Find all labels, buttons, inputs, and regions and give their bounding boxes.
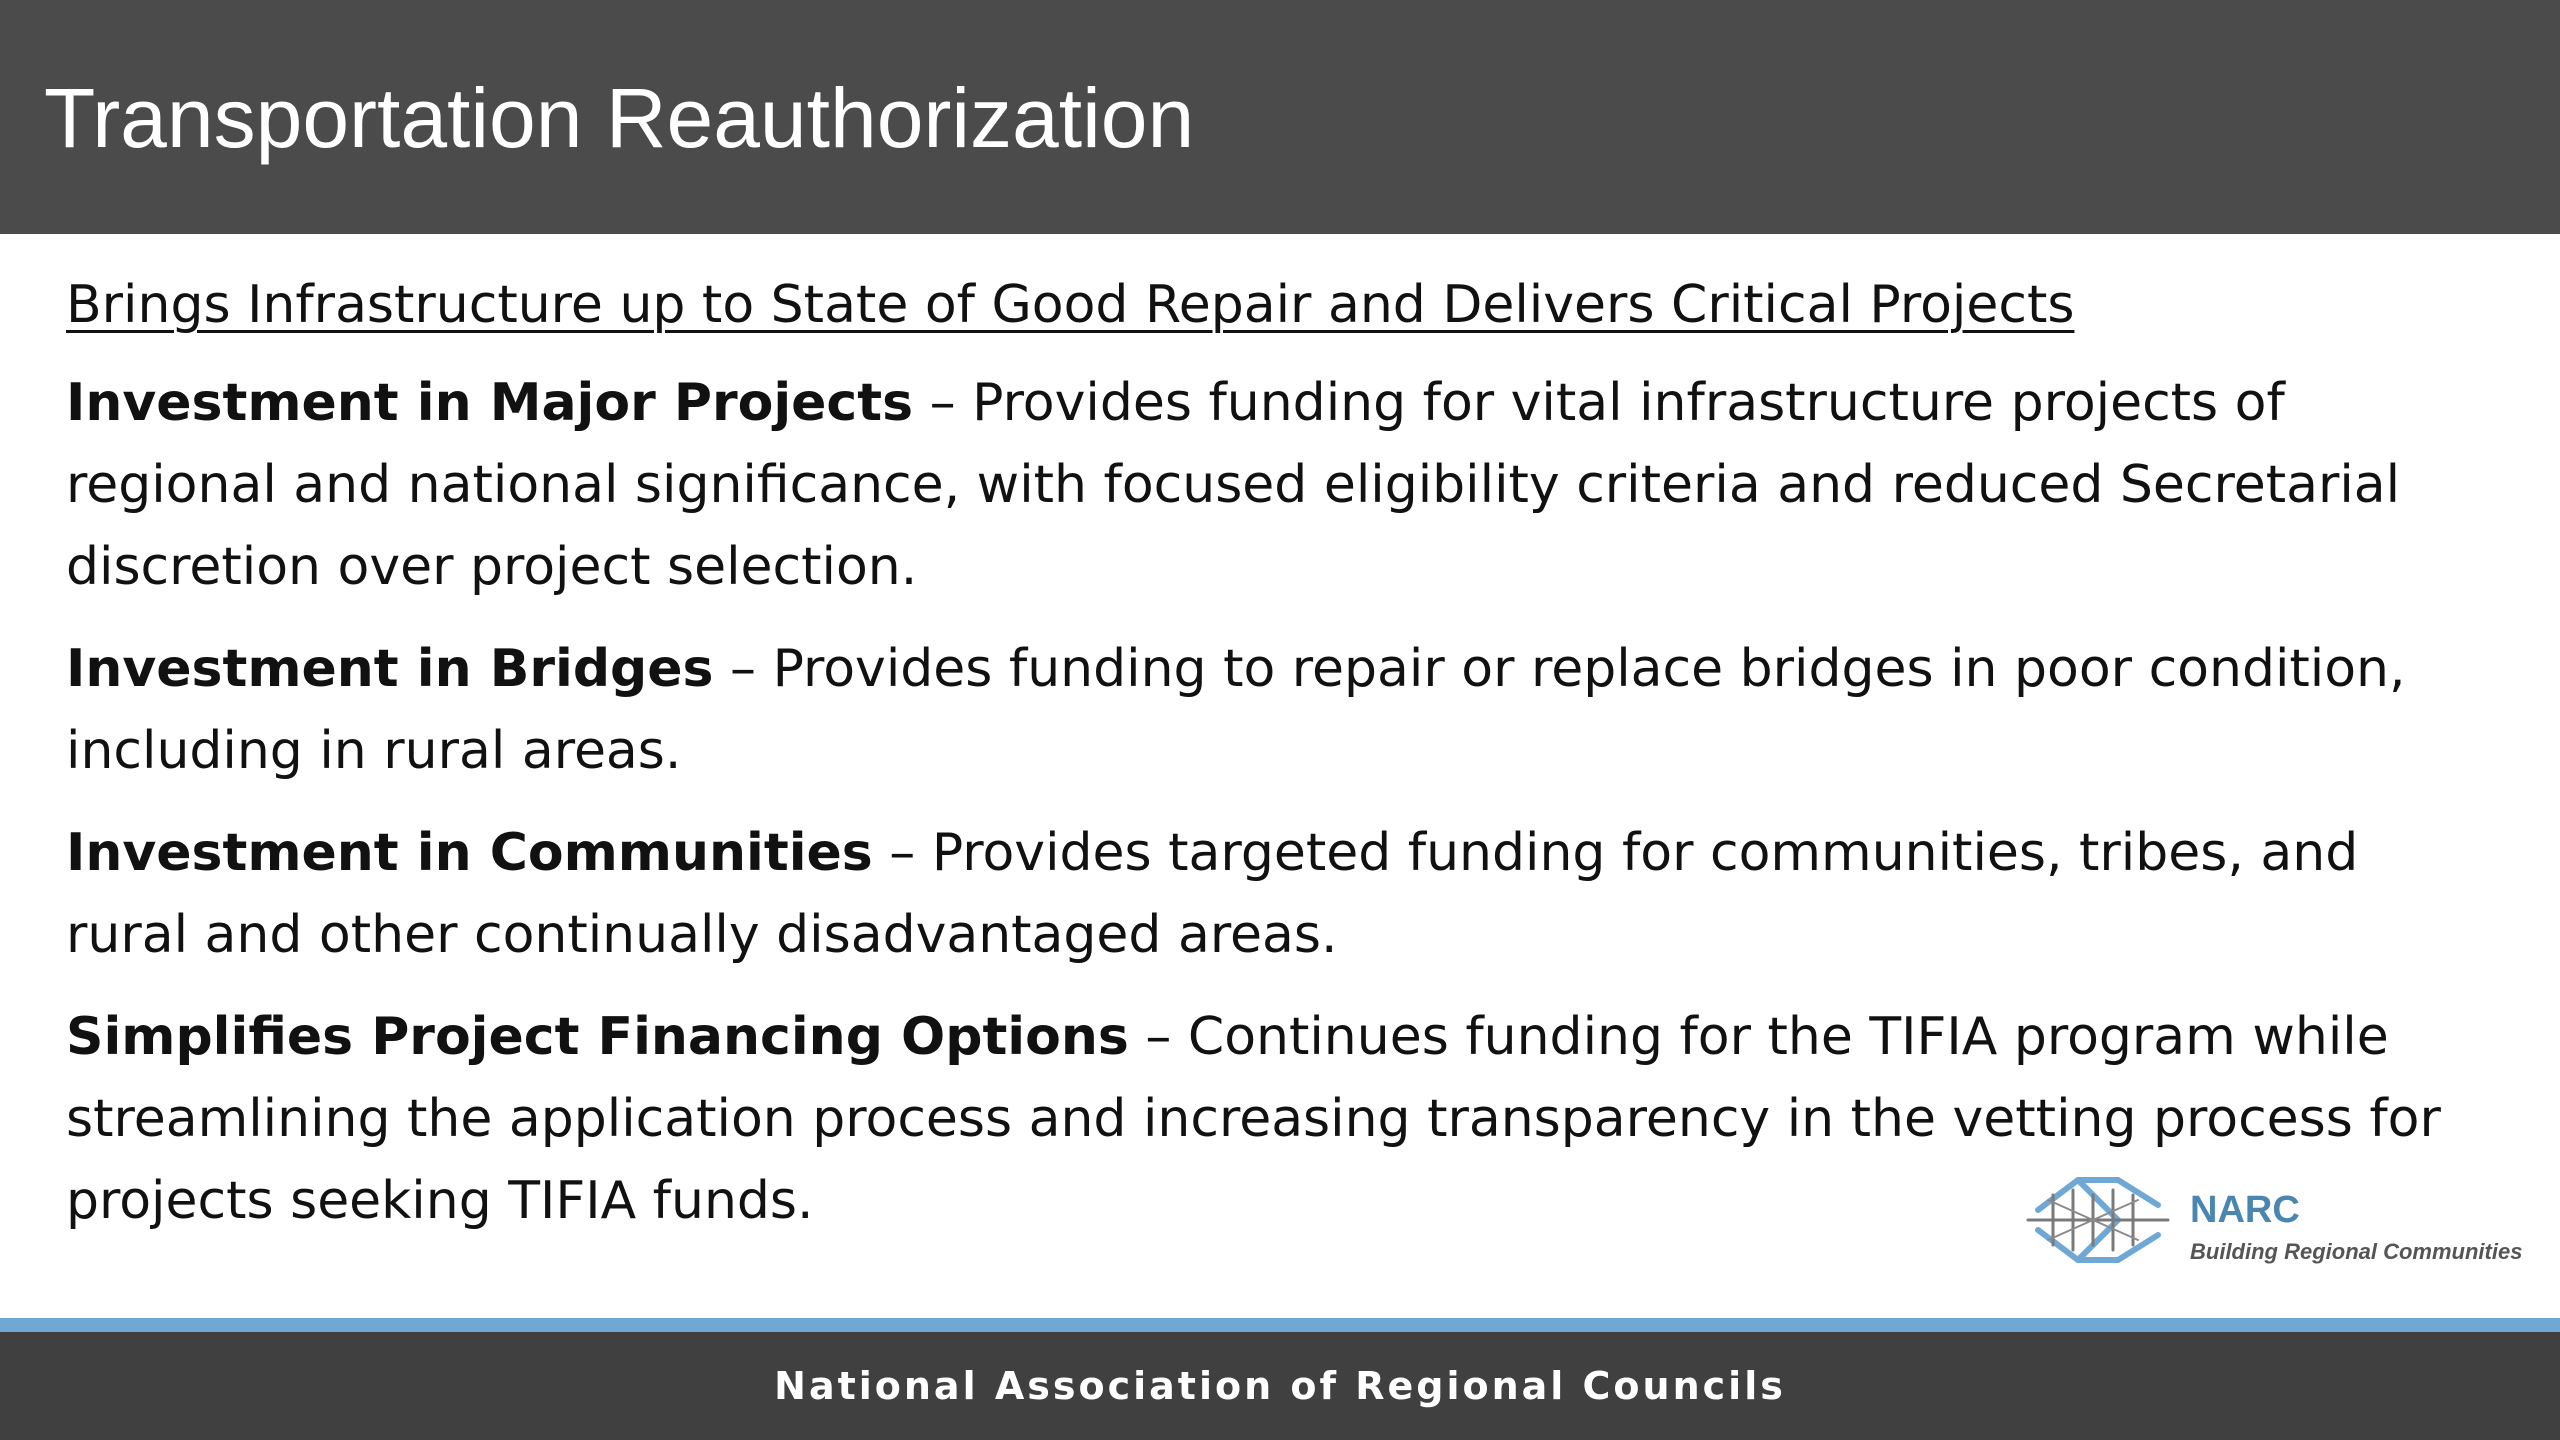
narc-logo [2018, 1160, 2528, 1280]
slide-title: Transportation Reauthorization [44, 71, 1195, 165]
header-bar [0, 0, 2560, 234]
logo-name: NARC [2190, 1189, 2300, 1231]
item-text: Continues funding for the TIFIA program while streamlining the application process and increasing transparency in the vetting process for projects seeking TIFIA funds. [66, 1007, 2441, 1231]
item-text: Provides funding to repair or replace bridges in poor condition, including in rural areas. [66, 639, 2406, 781]
item-text: Provides targeted funding for communities, tribes, and rural and other continually disadvantaged areas. [66, 823, 2359, 965]
item-separator: – [713, 639, 773, 699]
item-term: Investment in Bridges [66, 639, 714, 699]
section-subheading: Brings Infrastructure up to State of Good Repair and Delivers Critical Projects [66, 275, 2075, 335]
content-area [66, 268, 2466, 1262]
item-term: Simplifies Project Financing Options [66, 1007, 1129, 1067]
item-bridges [66, 628, 2466, 792]
item-separator: – [1128, 1007, 1188, 1067]
narc-logo-icon [2018, 1160, 2178, 1280]
item-separator: – [913, 373, 973, 433]
item-term: Investment in Communities [66, 823, 873, 883]
item-communities [66, 812, 2466, 976]
logo-tagline: Building Regional Communities [2190, 1239, 2523, 1264]
item-separator: – [872, 823, 932, 883]
accent-divider [0, 1318, 2560, 1332]
item-major-projects [66, 362, 2466, 608]
item-text: Provides funding for vital infrastructure projects of regional and national significance, with focused eligibility criteria and reduced Secretarial discretion over project selection. [66, 373, 2401, 597]
footer-text: National Association of Regional Councils [774, 1364, 1786, 1408]
item-term: Investment in Major Projects [66, 373, 914, 433]
